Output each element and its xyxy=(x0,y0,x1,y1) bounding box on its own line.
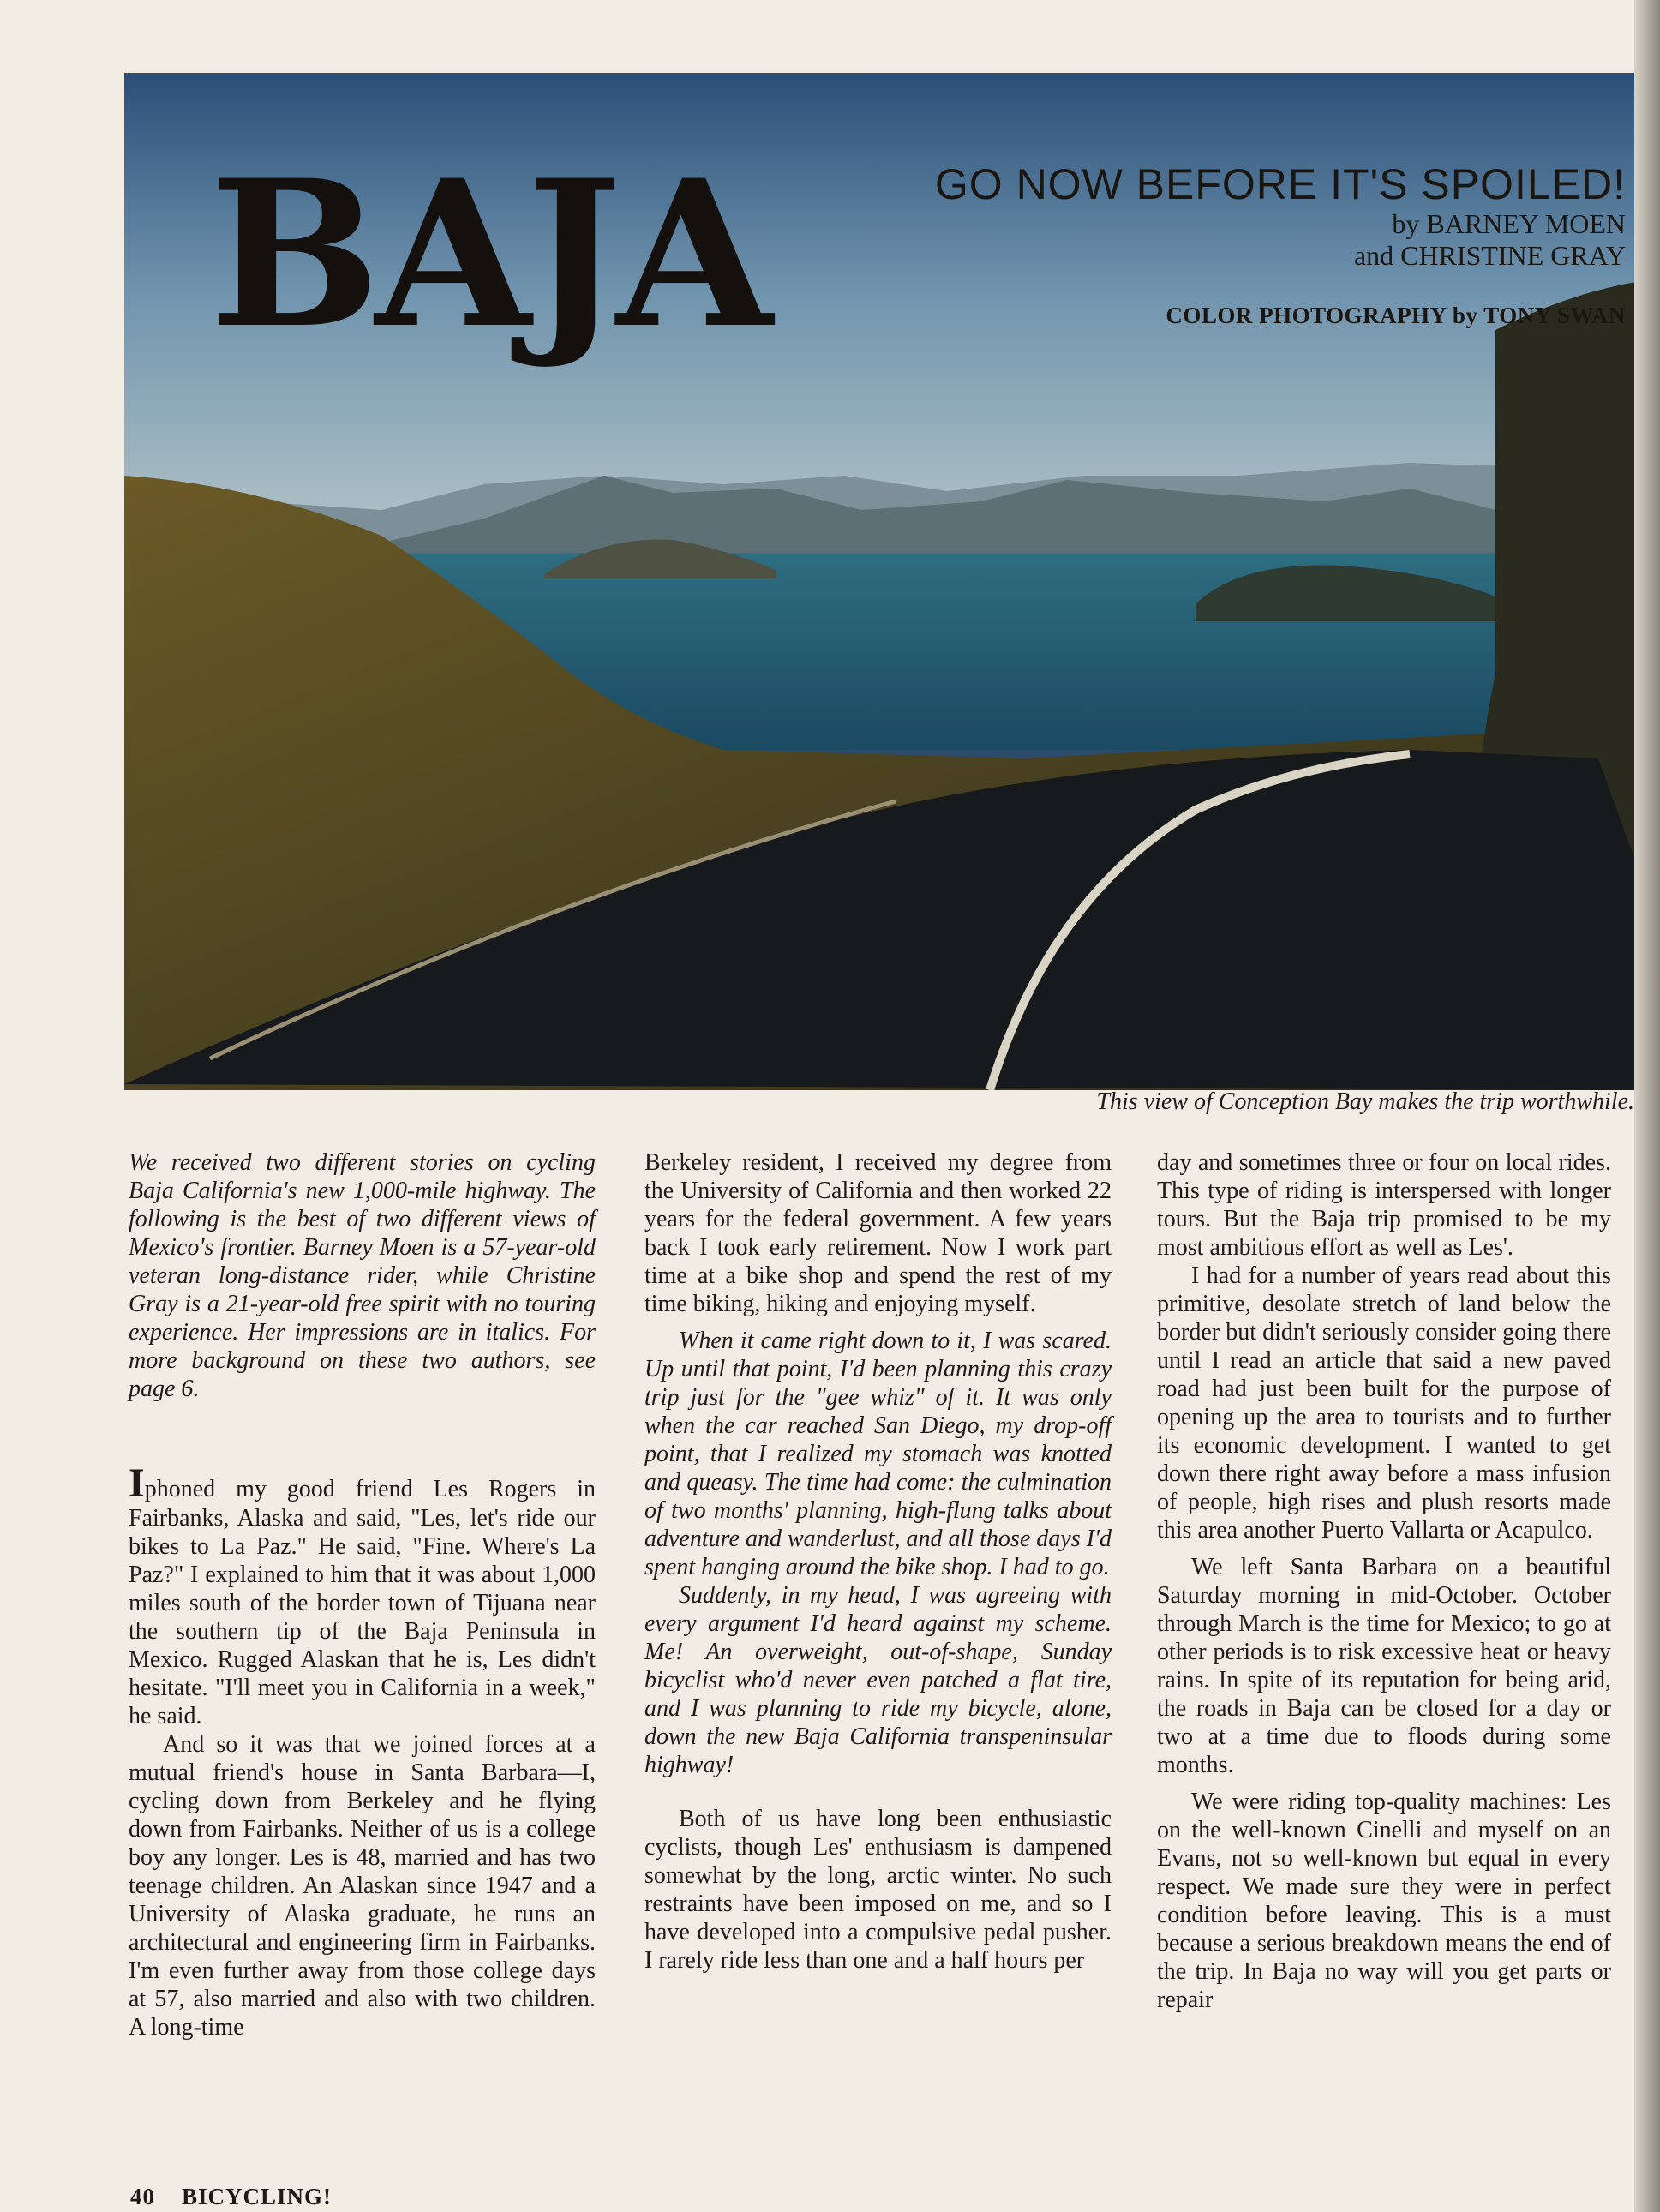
page-footer xyxy=(130,2184,332,2210)
opening-paragraph-text: phoned my good friend Les Rogers in Fairbanks, Alaska and said, "Les, let's ride our bikes to La Paz." He said, "Fine. Where's La Paz?" I explained to him that it was about 1,000 miles south of the border town of Tijuana near the southern tip of the Baja Peninsula in Mexico. Rugged Alaskan that he is, Les didn't hesitate. "I'll meet you in California in a week," he said. xyxy=(129,1476,596,1729)
body-paragraph: And so it was that we joined forces at a mutual friend's house in Santa Barbara—I, cycling down from Berkeley and he flying down from Fairbanks. Neither of us is a college boy any longer. Les is 48, married and has two teenage children. An Alaskan since 1947 and a University of Alaska graduate, he runs an architectural and engineering firm in Fairbanks. I'm even further away from those college days at 57, also married and also with two children. A long-time xyxy=(129,1731,596,2041)
column-3 xyxy=(1157,1148,1611,2014)
drop-cap: I xyxy=(129,1460,145,1506)
body-paragraph: Both of us have long been enthusiastic cyclists, though Les' enthusiasm is dampened somewhat by the long, arctic winter. No such restraints have been imposed on me, and so I have developed into a compulsive pedal pusher. I rarely ride less than one and a half hours per xyxy=(644,1806,1112,1974)
page-edge xyxy=(1634,0,1660,2212)
body-paragraph: We were riding top-quality machines: Les on the well-known Cinelli and myself on an Evans, not so well-known but equal in every respect. We made sure they were in perfect condition before leaving. This is a must because a serious breakdown means the end of the trip. In Baja no way will you get parts or repair xyxy=(1157,1789,1611,2013)
article-title: BAJA xyxy=(210,136,768,373)
intro-paragraph: We received two different stories on cycling Baja California's new 1,000-mile highway. The following is the best of two different views of Mexico's frontier. Barney Moen is a 57-year-old veteran long-distance rider, while Christine Gray is a 21-year-old free spirit with no touring experience. Her impressions are in italics. For more background on these two authors, see page 6. xyxy=(129,1149,596,1402)
photo-caption: This view of Conception Bay makes the trip worthwhile. xyxy=(1096,1088,1634,1115)
byline xyxy=(1354,208,1626,272)
magazine-name: BICYCLING! xyxy=(182,2184,333,2209)
italic-paragraph: When it came right down to it, I was scared. Up until that point, I'd been planning this crazy trip just for the "gee whiz" of it. It was only when the car reached San Diego, my drop-off point, that I realized my stomach was knotted and queasy. The time had come: the culmination of two months' planning, high-flung talks about adventure and wanderlust, and all those days I'd spent hanging around the bike shop. I had to go. xyxy=(644,1328,1112,1580)
column-1 xyxy=(129,1148,596,2041)
byline-line-1: by BARNEY MOEN xyxy=(1392,208,1626,239)
italic-paragraph: Suddenly, in my head, I was agreeing with every argument I'd heard against my scheme. Me! An overweight, out-of-shape, Sunday bicyclist who'd never even patched a flat tire, and I was planning to ride my bicycle, alone, down the new Baja California transpeninsular highway! xyxy=(644,1582,1112,1778)
byline-line-2: and CHRISTINE GRAY xyxy=(1353,239,1626,271)
column-2 xyxy=(644,1148,1112,1975)
body-paragraph: day and sometimes three or four on local rides. This type of riding is interspersed with longer tours. But the Baja trip promised to be my most ambitious effort as well as Les'. xyxy=(1157,1149,1611,1261)
body-paragraph: Berkeley resident, I received my degree from the University of California and then worked 22 years for the federal government. A few years back I took early retirement. Now I work part time at a bike shop and spend the rest of my time biking, hiking and enjoying myself. xyxy=(644,1149,1112,1317)
body-paragraph: We left Santa Barbara on a beautiful Saturday morning in mid-October. October through March is the time for Mexico; to go at other periods is to risk excessive heat or heavy rains. In spite of its reputation for being arid, the roads in Baja can be closed for a day or two at a time due to floods during some months. xyxy=(1157,1554,1611,1778)
body-paragraph: I had for a number of years read about this primitive, desolate stretch of land below the border but didn't seriously consider going there until I read an article that said a new paved road had just been built for the purpose of opening up the area to tourists and to further its economic development. I wanted to get down there right away before a mass infusion of people, high rises and plush resorts made this area another Puerto Vallarta or Acapulco. xyxy=(1157,1262,1611,1544)
article-subtitle: GO NOW BEFORE IT'S SPOILED! xyxy=(934,160,1626,208)
opening-paragraph xyxy=(129,1460,596,1730)
photo-credit: COLOR PHOTOGRAPHY by TONY SWAN xyxy=(1166,303,1626,328)
hero-photo xyxy=(124,73,1660,1090)
page-number: 40 xyxy=(130,2184,155,2209)
